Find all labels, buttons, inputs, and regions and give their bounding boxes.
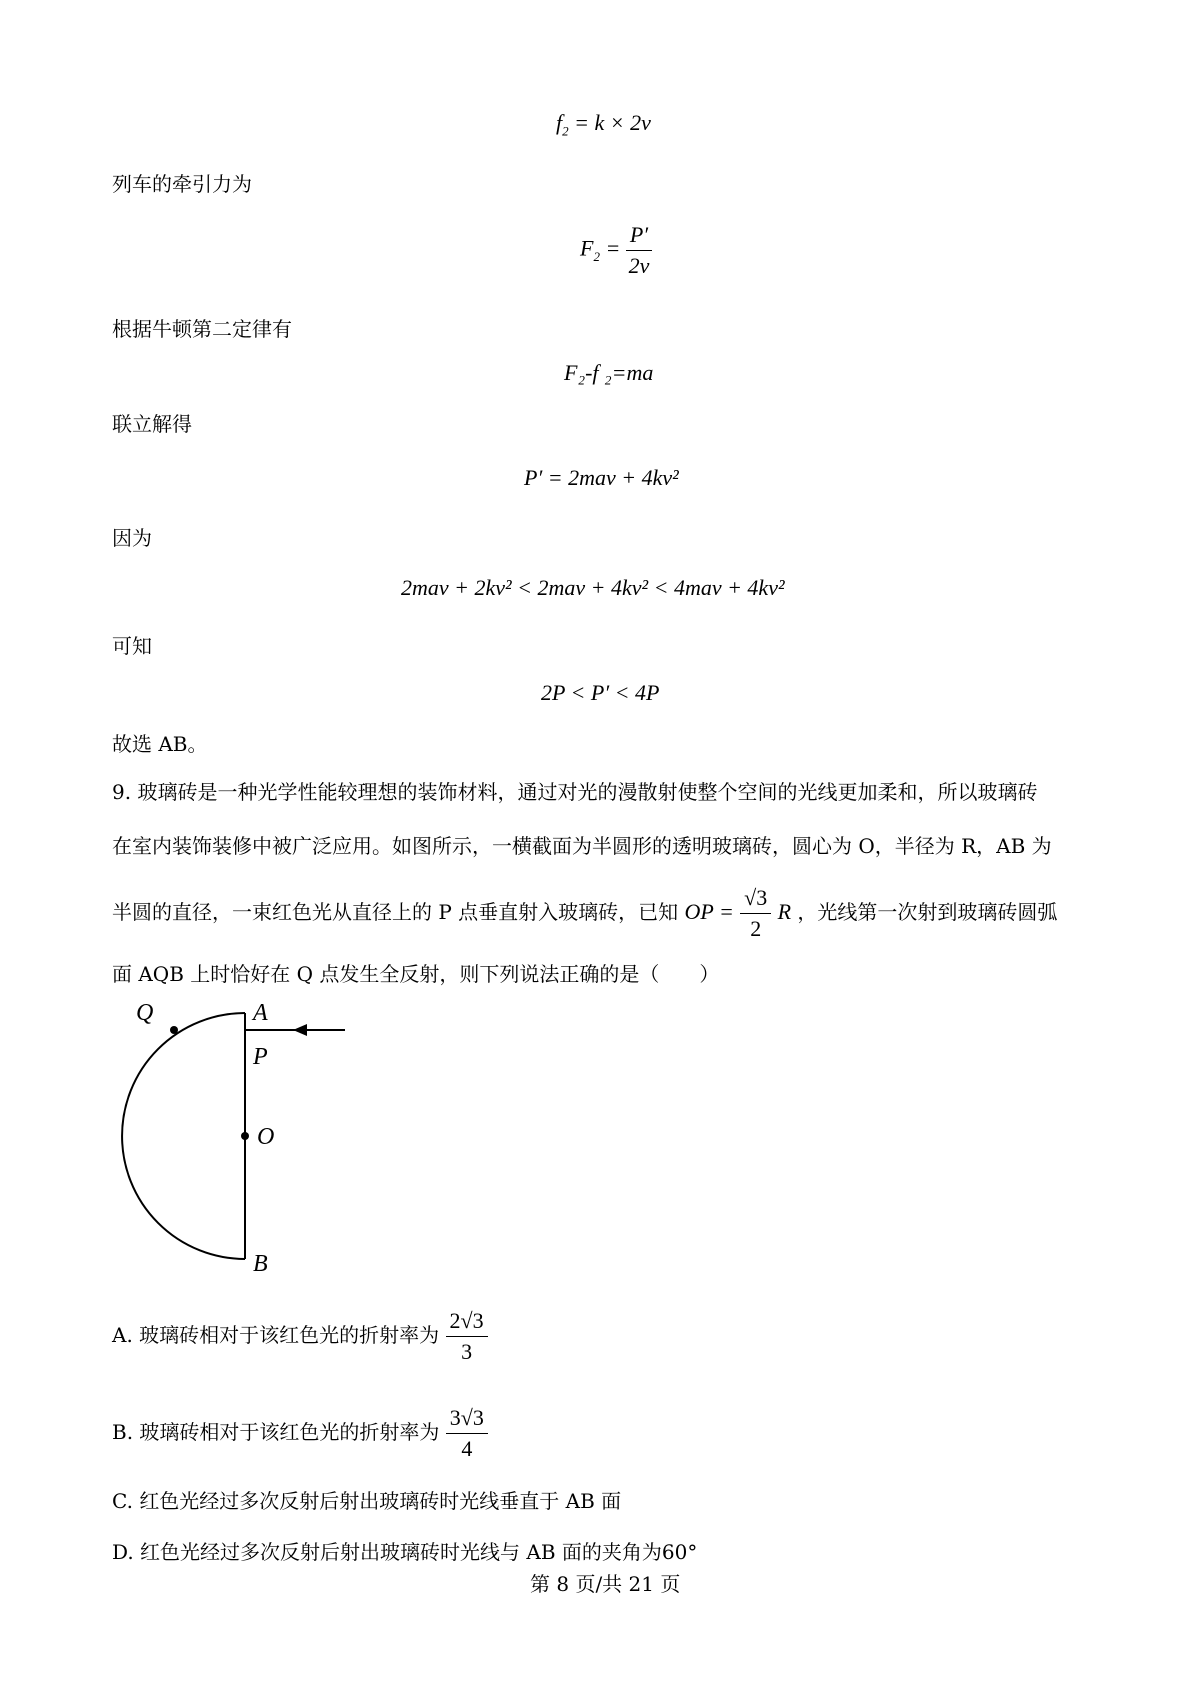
question-text-3a: 半圆的直径，一束红色光从直径上的 P 点垂直射入玻璃砖，已知 xyxy=(112,900,679,924)
F2-den: 2v xyxy=(628,253,650,278)
op-r: R xyxy=(777,899,792,924)
option-C-label: C. xyxy=(112,1489,133,1513)
equals-sign: = xyxy=(605,235,626,261)
option-A xyxy=(112,1308,488,1365)
option-C xyxy=(112,1485,621,1514)
op-label: OP = xyxy=(684,899,734,924)
option-D-text: 红色光经过多次反射后射出玻璃砖时光线与 AB 面的夹角为60° xyxy=(140,1540,698,1564)
label-O: O xyxy=(257,1124,275,1150)
option-A-den: 3 xyxy=(461,1339,473,1364)
F2-fraction xyxy=(626,222,652,279)
option-A-num: 2√3 xyxy=(446,1308,488,1337)
op-num: √3 xyxy=(740,885,771,914)
option-A-fraction xyxy=(446,1308,488,1365)
semicircle-figure xyxy=(100,990,360,1280)
label-B: B xyxy=(253,1251,268,1277)
question-number: 9. xyxy=(112,780,132,804)
label-A: A xyxy=(253,1000,268,1026)
f2-lhs: f xyxy=(556,110,563,135)
equation-pprime: P′ = 2mav + 4kv² xyxy=(524,465,679,490)
know-text: 可知 xyxy=(112,634,152,658)
page-footer: 第 8 页/共 21 页 xyxy=(530,1572,681,1596)
option-B xyxy=(112,1405,488,1462)
point-O-dot xyxy=(241,1132,249,1140)
option-B-label: B. xyxy=(112,1420,134,1444)
option-B-den: 4 xyxy=(461,1436,473,1461)
equation-F2 xyxy=(580,222,652,279)
F2-lhs: F xyxy=(580,235,594,261)
question-line-2: 在室内装饰装修中被广泛应用。如图所示，一横截面为半圆形的透明玻璃砖，圆心为 O，半径为 R，AB 为 xyxy=(112,834,1052,858)
equation-ineq2: 2P < P′ < 4P xyxy=(541,680,660,705)
semicircle-arc xyxy=(122,1013,245,1259)
ray-arrow-icon xyxy=(293,1024,307,1036)
option-B-fraction xyxy=(446,1405,488,1462)
option-D xyxy=(112,1536,697,1565)
option-B-text: 玻璃砖相对于该红色光的折射率为 xyxy=(139,1420,440,1444)
newton-text: 根据牛顿第二定律有 xyxy=(112,317,292,341)
option-A-label: A. xyxy=(112,1323,133,1347)
question-text-3b: ，光线第一次射到玻璃砖圆弧 xyxy=(797,900,1058,924)
F2-sub: 2 xyxy=(593,248,600,264)
option-A-text: 玻璃砖相对于该红色光的折射率为 xyxy=(139,1323,440,1347)
label-Q: Q xyxy=(136,1000,154,1026)
question-line-1 xyxy=(112,776,1037,805)
point-Q-dot xyxy=(170,1026,178,1034)
option-D-label: D. xyxy=(112,1540,134,1564)
option-C-text: 红色光经过多次反射后射出玻璃砖时光线垂直于 AB 面 xyxy=(139,1489,622,1513)
solve-text: 联立解得 xyxy=(112,412,192,436)
F2-num: P′ xyxy=(626,222,652,251)
equation-newton: F₂-f ₂=ma xyxy=(564,360,654,385)
equation-ineq1: 2mav + 2kv² < 2mav + 4kv² < 4mav + 4kv² xyxy=(401,575,785,600)
op-den: 2 xyxy=(750,916,762,941)
label-P: P xyxy=(253,1044,268,1070)
because-text: 因为 xyxy=(112,526,152,550)
f2-rhs: = k × 2v xyxy=(568,110,651,135)
question-line-4: 面 AQB 上时恰好在 Q 点发生全反射，则下列说法正确的是（ ） xyxy=(112,962,720,986)
f2-sub: 2 xyxy=(562,123,569,139)
option-B-num: 3√3 xyxy=(446,1405,488,1434)
choose-text: 故选 AB。 xyxy=(112,732,208,756)
question-line-3 xyxy=(112,885,1057,942)
op-fraction xyxy=(740,885,771,942)
traction-text: 列车的牵引力为 xyxy=(112,172,252,196)
question-text-1: 玻璃砖是一种光学性能较理想的装饰材料，通过对光的漫散射使整个空间的光线更加柔和，所以玻璃砖 xyxy=(137,780,1038,804)
equation-f2 xyxy=(556,110,651,139)
